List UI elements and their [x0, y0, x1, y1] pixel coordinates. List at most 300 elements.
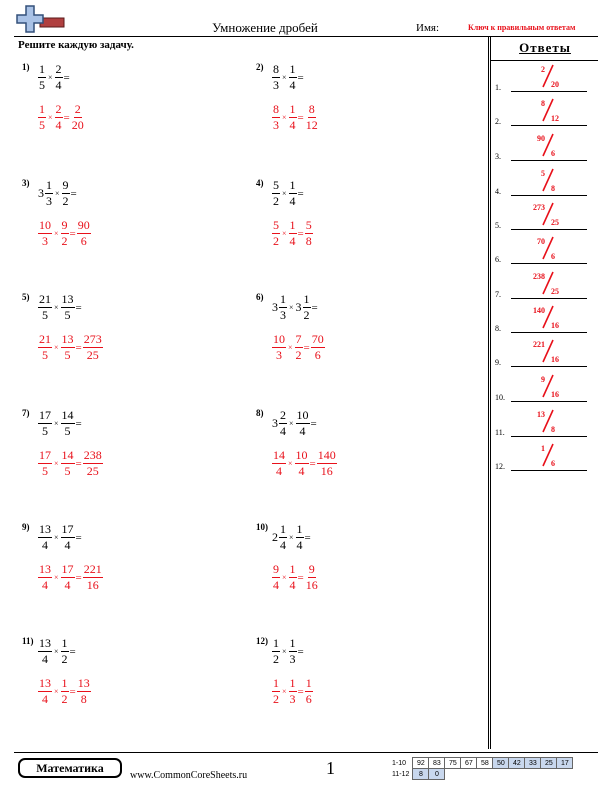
equals-sign: = [75, 417, 82, 430]
times-sign: × [54, 303, 59, 312]
factor-a [38, 522, 52, 553]
problem-number: 10) [256, 522, 268, 532]
denominator: 6 [80, 234, 87, 248]
denominator: 3 [276, 348, 282, 362]
answer-fraction [511, 442, 587, 468]
factor-a [272, 178, 280, 209]
solution-expression [272, 102, 319, 133]
answer-number: 12. [495, 462, 505, 471]
result-fraction [317, 448, 337, 479]
improper-a [38, 562, 52, 593]
numerator: 14 [273, 448, 285, 462]
answer-row [490, 339, 598, 369]
denominator: 2 [61, 652, 68, 666]
answer-blank-line [511, 91, 587, 92]
answer-numerator: 140 [533, 306, 545, 315]
whole-part: 3 [38, 186, 44, 200]
denominator: 4 [289, 234, 296, 248]
fraction [62, 178, 70, 209]
improper-b [289, 676, 297, 707]
numerator: 1 [289, 636, 296, 650]
answer-row [490, 305, 598, 335]
equals-sign: = [304, 531, 311, 544]
numerator: 13 [39, 562, 51, 576]
equals-sign: = [311, 301, 318, 314]
problem-number: 9) [22, 522, 30, 532]
answer-numerator: 221 [533, 340, 545, 349]
solution-expression [38, 332, 103, 363]
times-sign: × [282, 113, 287, 122]
answer-numerator: 70 [537, 237, 545, 246]
answer-number: 10. [495, 393, 505, 402]
denominator: 5 [39, 78, 45, 92]
answer-row [490, 202, 598, 232]
denominator: 3 [273, 78, 279, 92]
equals-sign: = [69, 227, 76, 240]
plus-cross-icon [16, 4, 66, 38]
problem [22, 292, 252, 392]
denominator: 3 [46, 194, 52, 208]
answer-number: 3. [495, 152, 501, 161]
denominator: 4 [42, 578, 48, 592]
times-sign: × [289, 533, 294, 542]
equals-sign: = [297, 111, 304, 124]
numerator: 1 [46, 178, 52, 192]
score-cell: 67 [461, 758, 477, 769]
answers-title-divider [490, 60, 598, 61]
times-sign: × [282, 73, 287, 82]
answer-numerator: 13 [537, 410, 545, 419]
numerator: 9 [62, 178, 69, 192]
result-fraction [83, 332, 103, 363]
denominator: 4 [296, 538, 303, 552]
denominator: 2 [273, 652, 279, 666]
problem [22, 62, 252, 162]
numerator: 13 [61, 292, 74, 306]
numerator: 9 [273, 562, 279, 576]
improper-a [272, 448, 286, 479]
factor-a [272, 636, 280, 667]
denominator: 4 [64, 538, 71, 552]
fraction [272, 178, 280, 209]
score-cell: 8 [413, 769, 429, 780]
denominator: 4 [55, 118, 62, 132]
numerator: 5 [273, 178, 279, 192]
answer-blank-line [511, 332, 587, 333]
footer-divider [14, 752, 598, 753]
equals-sign: = [297, 645, 304, 658]
answer-fraction [511, 201, 587, 227]
fraction [303, 292, 311, 323]
solution-expression [38, 562, 103, 593]
problem [256, 408, 486, 508]
numerator: 1 [273, 676, 279, 690]
times-sign: × [48, 73, 53, 82]
denominator: 8 [305, 234, 312, 248]
answer-blank-line [511, 401, 587, 402]
equals-sign: = [75, 341, 82, 354]
numerator: 1 [289, 102, 296, 116]
numerator: 9 [308, 562, 315, 576]
fraction [61, 522, 75, 553]
answer-blank-line [511, 160, 587, 161]
factor-b [296, 522, 304, 553]
numerator: 13 [39, 636, 51, 650]
problem [256, 636, 486, 736]
answer-denominator: 12 [551, 114, 559, 123]
answer-fraction [511, 304, 587, 330]
improper-b [61, 676, 69, 707]
factor-b [289, 636, 297, 667]
times-sign: × [54, 459, 59, 468]
answer-number: 6. [495, 255, 501, 264]
answer-blank-line [511, 470, 587, 471]
answer-row [490, 443, 598, 473]
factor-a [272, 292, 287, 323]
answer-numerator: 273 [533, 203, 545, 212]
numerator: 10 [39, 218, 51, 232]
problem-expression [38, 178, 78, 209]
improper-a [38, 676, 52, 707]
improper-b [61, 562, 75, 593]
fraction [289, 178, 297, 209]
answer-fraction [511, 338, 587, 364]
problem [256, 62, 486, 162]
numerator: 90 [77, 218, 90, 232]
problem-expression [272, 636, 305, 667]
improper-a [272, 102, 280, 133]
denominator: 5 [42, 308, 48, 322]
answer-fraction [511, 167, 587, 193]
fraction [38, 292, 52, 323]
score-row [390, 769, 573, 780]
page-number: 1 [326, 758, 335, 778]
answer-blank-line [511, 125, 587, 126]
numerator: 1 [280, 522, 286, 536]
denominator: 3 [289, 692, 296, 706]
denominator: 4 [299, 424, 306, 438]
answer-blank-line [511, 298, 587, 299]
result-fraction [83, 562, 103, 593]
problem-expression [38, 522, 83, 553]
improper-b [295, 332, 303, 363]
factor-a [38, 408, 52, 439]
problem-number: 11) [22, 636, 34, 646]
denominator: 4 [276, 464, 282, 478]
numerator: 17 [61, 522, 74, 536]
numerator: 238 [83, 448, 102, 462]
numerator: 1 [289, 62, 296, 76]
denominator: 4 [280, 424, 286, 438]
numerator: 1 [305, 676, 312, 690]
factor-a [272, 522, 287, 553]
times-sign: × [54, 687, 59, 696]
improper-a [272, 562, 280, 593]
factor-a [38, 636, 52, 667]
denominator: 2 [61, 692, 68, 706]
solution-expression [38, 448, 103, 479]
instruction-text: Решите каждую задачу. [18, 39, 134, 51]
solution-expression [272, 448, 337, 479]
times-sign: × [54, 647, 59, 656]
numerator: 17 [61, 562, 74, 576]
worksheet-title: Умножение дробей [212, 20, 318, 35]
improper-a [38, 102, 46, 133]
denominator: 4 [280, 538, 286, 552]
solution-expression [38, 676, 91, 707]
result-fraction [305, 102, 319, 133]
answer-numerator: 8 [541, 99, 545, 108]
denominator: 6 [314, 348, 321, 362]
numerator: 2 [74, 102, 81, 116]
numerator: 7 [295, 332, 302, 346]
numerator: 1 [289, 178, 296, 192]
numerator: 1 [39, 62, 45, 76]
times-sign: × [288, 343, 293, 352]
times-sign: × [282, 573, 287, 582]
fraction [272, 636, 280, 667]
fraction [38, 408, 52, 439]
factor-a [38, 178, 53, 209]
numerator: 2 [280, 408, 286, 422]
improper-b [61, 218, 69, 249]
denominator: 25 [86, 348, 99, 362]
solution-expression [38, 102, 85, 133]
answer-denominator: 16 [551, 390, 559, 399]
score-range-label: 1-10 [392, 759, 407, 767]
problem [256, 178, 486, 278]
numerator: 14 [61, 448, 74, 462]
numerator: 273 [83, 332, 102, 346]
score-cell: 17 [557, 758, 573, 769]
numerator: 2 [55, 62, 62, 76]
equals-sign: = [75, 301, 82, 314]
denominator: 2 [62, 194, 69, 208]
answer-blank-line [511, 195, 587, 196]
problem [22, 636, 252, 736]
equals-sign: = [63, 111, 70, 124]
answer-numerator: 238 [533, 272, 545, 281]
answer-fraction [511, 270, 587, 296]
numerator: 14 [61, 408, 74, 422]
numerator: 13 [77, 676, 90, 690]
numerator: 8 [273, 102, 279, 116]
factor-b [61, 292, 75, 323]
answer-number: 7. [495, 290, 501, 299]
numerator: 1 [289, 562, 296, 576]
denominator: 5 [64, 308, 71, 322]
times-sign: × [289, 303, 294, 312]
answer-number: 9. [495, 358, 501, 367]
denominator: 5 [42, 464, 48, 478]
numerator: 1 [296, 522, 303, 536]
solution-expression [272, 218, 313, 249]
denominator: 8 [80, 692, 87, 706]
improper-b [55, 102, 63, 133]
denominator: 2 [295, 348, 302, 362]
denominator: 5 [64, 424, 71, 438]
numerator: 1 [303, 292, 310, 306]
improper-b [295, 448, 309, 479]
factor-b [55, 62, 63, 93]
fraction [279, 522, 287, 553]
times-sign: × [54, 419, 59, 428]
equals-sign: = [63, 71, 70, 84]
fraction [38, 522, 52, 553]
numerator: 1 [39, 102, 45, 116]
denominator: 3 [289, 652, 296, 666]
problem-number: 4) [256, 178, 264, 188]
equals-sign: = [75, 571, 82, 584]
answer-number: 8. [495, 324, 501, 333]
equals-sign: = [303, 341, 310, 354]
numerator: 8 [273, 62, 279, 76]
fraction [38, 62, 46, 93]
denominator: 16 [320, 464, 333, 478]
answer-number: 1. [495, 83, 501, 92]
whole-part: 3 [272, 416, 278, 430]
times-sign: × [54, 533, 59, 542]
fraction [296, 522, 304, 553]
problem [256, 292, 486, 392]
equals-sign: = [75, 531, 82, 544]
times-sign: × [289, 419, 294, 428]
answer-denominator: 16 [551, 355, 559, 364]
times-sign: × [288, 459, 293, 468]
answer-numerator: 2 [541, 65, 545, 74]
answer-fraction [511, 235, 587, 261]
solution-expression [38, 218, 91, 249]
name-label: Имя: [416, 22, 440, 34]
numerator: 10 [273, 332, 285, 346]
improper-b [289, 102, 297, 133]
score-cell: 0 [429, 769, 445, 780]
problem-expression [38, 62, 71, 93]
answer-denominator: 25 [551, 218, 559, 227]
times-sign: × [282, 687, 287, 696]
factor-b [61, 522, 75, 553]
brand-badge: Математика [18, 758, 122, 778]
problem-expression [38, 636, 77, 667]
score-range-label: 11-12 [392, 770, 410, 778]
answer-row [490, 271, 598, 301]
score-cell: 58 [477, 758, 493, 769]
improper-b [61, 332, 75, 363]
fraction [279, 292, 287, 323]
improper-b [289, 218, 297, 249]
numerator: 5 [305, 218, 312, 232]
numerator: 13 [39, 522, 51, 536]
solution-expression [272, 332, 325, 363]
answer-row [490, 64, 598, 94]
numerator: 221 [83, 562, 102, 576]
problem-expression [272, 62, 305, 93]
score-cell: 42 [509, 758, 525, 769]
problem-number: 5) [22, 292, 30, 302]
denominator: 4 [42, 652, 48, 666]
whole-part: 3 [272, 300, 278, 314]
numerator: 1 [280, 292, 286, 306]
problem [256, 522, 486, 622]
fraction [289, 636, 297, 667]
numerator: 10 [296, 408, 309, 422]
answer-denominator: 25 [551, 287, 559, 296]
fraction [61, 408, 75, 439]
answer-row [490, 133, 598, 163]
score-cell: 33 [525, 758, 541, 769]
numerator: 17 [39, 408, 51, 422]
result-fraction [71, 102, 85, 133]
factor-a [272, 62, 280, 93]
score-cell: 83 [429, 758, 445, 769]
result-fraction [311, 332, 325, 363]
equals-sign: = [309, 457, 316, 470]
fraction [45, 178, 53, 209]
times-sign: × [282, 647, 287, 656]
denominator: 4 [289, 118, 296, 132]
numerator: 1 [273, 636, 279, 650]
denominator: 2 [61, 234, 68, 248]
answer-numerator: 1 [541, 444, 545, 453]
answer-numerator: 5 [541, 169, 545, 178]
improper-a [272, 218, 280, 249]
result-fraction [305, 218, 313, 249]
equals-sign: = [297, 227, 304, 240]
answer-fraction [511, 408, 587, 434]
equals-sign: = [297, 187, 304, 200]
denominator: 4 [289, 78, 296, 92]
denominator: 2 [303, 308, 310, 322]
denominator: 4 [289, 194, 296, 208]
denominator: 20 [71, 118, 84, 132]
denominator: 5 [64, 348, 71, 362]
fraction [61, 636, 69, 667]
denominator: 6 [305, 692, 312, 706]
fraction [296, 408, 310, 439]
numerator: 21 [39, 332, 51, 346]
answer-blank-line [511, 436, 587, 437]
denominator: 4 [64, 578, 71, 592]
numerator: 5 [273, 218, 279, 232]
answer-row [490, 409, 598, 439]
denominator: 4 [289, 578, 296, 592]
denominator: 5 [42, 348, 48, 362]
score-cell: 50 [493, 758, 509, 769]
numerator: 8 [308, 102, 315, 116]
problem-expression [272, 178, 305, 209]
numerator: 1 [61, 636, 68, 650]
numerator: 9 [61, 218, 68, 232]
problem-expression [272, 292, 319, 323]
denominator: 16 [305, 578, 318, 592]
answer-denominator: 16 [551, 321, 559, 330]
denominator: 4 [298, 464, 305, 478]
equals-sign: = [75, 457, 82, 470]
answer-denominator: 6 [551, 252, 555, 261]
numerator: 10 [295, 448, 308, 462]
problem-number: 2) [256, 62, 264, 72]
improper-a [272, 332, 286, 363]
answer-fraction [511, 63, 587, 89]
answer-row [490, 168, 598, 198]
fraction [279, 408, 287, 439]
numerator: 21 [39, 292, 51, 306]
improper-b [289, 562, 297, 593]
answer-number: 2. [495, 117, 501, 126]
answer-number: 4. [495, 187, 501, 196]
numerator: 1 [289, 218, 296, 232]
fraction [289, 62, 297, 93]
